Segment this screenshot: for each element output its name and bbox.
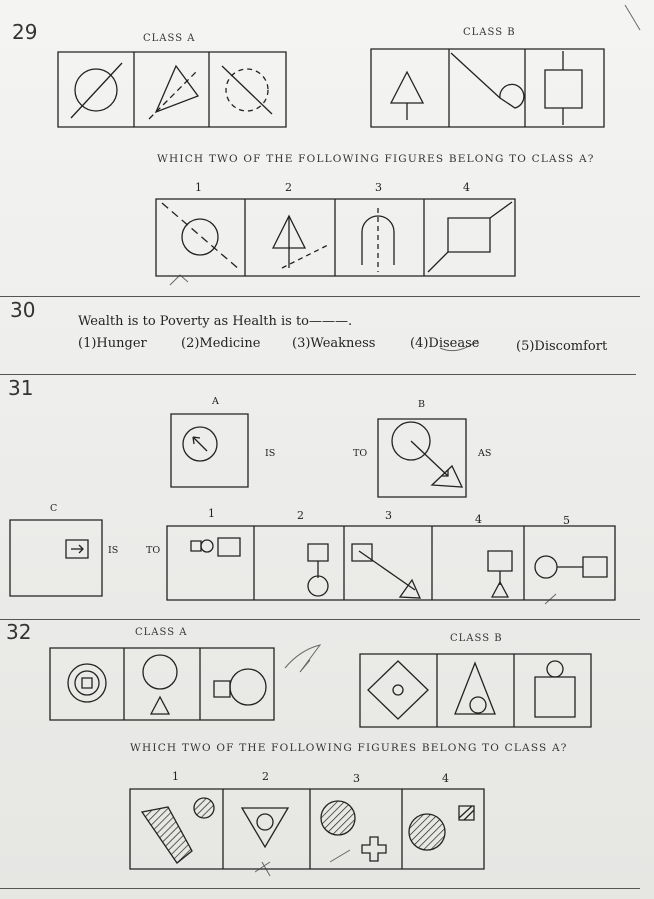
q32-option-1-label: 1 bbox=[172, 770, 179, 783]
q32-class-a-strip bbox=[50, 648, 274, 720]
q29-option-1-label: 1 bbox=[195, 181, 202, 194]
q31-label-a: A bbox=[212, 396, 219, 407]
q31-figure-a bbox=[171, 414, 248, 487]
q30-option-5[interactable]: (5)Discomfort bbox=[516, 339, 608, 354]
q31-option-3-label: 3 bbox=[385, 509, 392, 522]
q30-option-4[interactable]: (4)Disease bbox=[410, 336, 480, 351]
q30-option-1[interactable]: (1)Hunger bbox=[78, 336, 147, 351]
q31-word-is-1: IS bbox=[265, 448, 276, 459]
q29-option-4-label: 4 bbox=[463, 181, 470, 194]
q31-word-to-2: TO bbox=[146, 545, 161, 556]
q31-word-is-2: IS bbox=[108, 545, 119, 556]
q32-class-a-label: CLASS A bbox=[135, 627, 188, 638]
question-number-29: 29 bbox=[12, 20, 38, 44]
q32-option-2-label: 2 bbox=[262, 770, 269, 783]
q31-word-as: AS bbox=[478, 448, 492, 459]
q29-class-b-strip bbox=[371, 49, 604, 127]
q31-option-4-label: 4 bbox=[475, 513, 482, 526]
pencil-marks bbox=[170, 5, 640, 876]
q30-question-text: Wealth is to Poverty as Health is to———. bbox=[78, 314, 353, 329]
q29-options-strip bbox=[156, 199, 515, 276]
question-number-30: 30 bbox=[10, 298, 36, 322]
q29-instruction: WHICH TWO OF THE FOLLOWING FIGURES BELONG TO CLASS A? bbox=[157, 153, 595, 165]
q30-question: Wealth is to Poverty as Health is to bbox=[78, 314, 310, 329]
q29-class-b-label: CLASS B bbox=[463, 27, 516, 38]
q30-option-2[interactable]: (2)Medicine bbox=[181, 336, 261, 351]
q31-option-1-label: 1 bbox=[208, 507, 215, 520]
q31-option-5-label: 5 bbox=[563, 514, 570, 527]
q31-option-2-label: 2 bbox=[297, 509, 304, 522]
q29-option-3-label: 3 bbox=[375, 181, 382, 194]
q29-class-a-label: CLASS A bbox=[143, 33, 196, 44]
q31-options-strip bbox=[167, 526, 615, 600]
q32-class-b-label: CLASS B bbox=[450, 633, 503, 644]
q32-option-4-label: 4 bbox=[442, 772, 449, 785]
q29-option-2-label: 2 bbox=[285, 181, 292, 194]
q31-word-to-1: TO bbox=[353, 448, 368, 459]
q31-label-c: C bbox=[50, 503, 58, 514]
question-number-32: 32 bbox=[6, 620, 32, 644]
q30-option-3[interactable]: (3)Weakness bbox=[292, 336, 376, 351]
q32-instruction: WHICH TWO OF THE FOLLOWING FIGURES BELONG TO CLASS A? bbox=[130, 742, 568, 754]
q32-options-strip bbox=[130, 789, 484, 869]
q31-figure-c bbox=[10, 520, 102, 596]
q32-option-3-label: 3 bbox=[353, 772, 360, 785]
q31-label-b: B bbox=[418, 399, 425, 410]
q31-figure-b bbox=[378, 419, 466, 497]
q32-class-b-strip bbox=[360, 654, 591, 727]
question-number-31: 31 bbox=[8, 376, 34, 400]
q29-class-a-strip bbox=[58, 52, 286, 127]
